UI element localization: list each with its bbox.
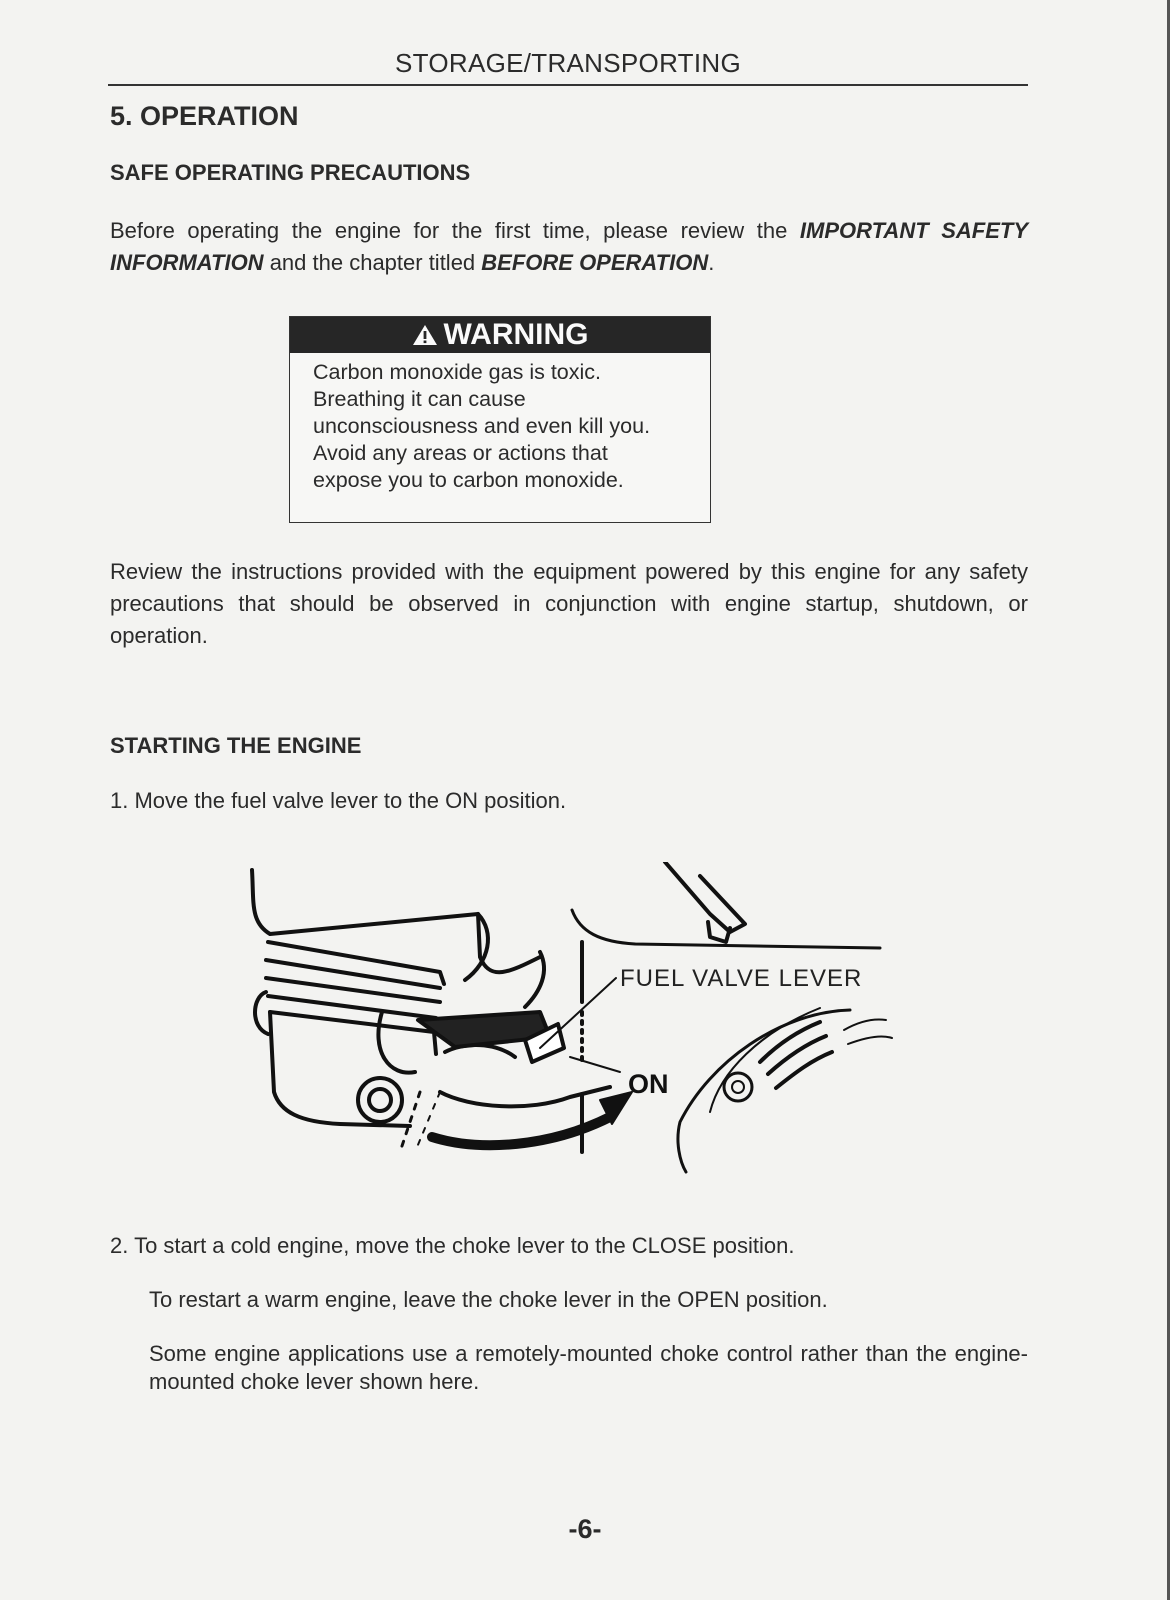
warning-line: expose you to carbon monoxide. — [313, 468, 624, 492]
warning-triangle-icon — [412, 324, 438, 346]
step-1: 1. Move the fuel valve lever to the ON position. — [110, 788, 567, 813]
warning-line: unconsciousness and even kill you. — [313, 414, 651, 438]
intro-bold-before-operation: BEFORE OPERATION — [481, 250, 709, 275]
page-header: STORAGE/TRANSPORTING — [395, 48, 741, 78]
precautions-intro — [110, 215, 1028, 279]
step-2-warm-note: To restart a warm engine, leave the choke lever in the OPEN position. — [149, 1287, 828, 1312]
header-rule — [108, 84, 1028, 86]
warning-box — [289, 316, 711, 523]
page-number: -6- — [568, 1514, 602, 1544]
intro-text-2: and the chapter titled — [263, 250, 482, 275]
warning-line: Avoid any areas or actions that — [313, 441, 608, 465]
starting-heading: STARTING THE ENGINE — [110, 733, 362, 758]
step-2: 2. To start a cold engine, move the choke lever to the CLOSE position. — [110, 1233, 795, 1258]
fuel-valve-illustration — [240, 862, 920, 1202]
on-position-label: ON — [628, 1069, 669, 1099]
warning-header — [290, 317, 710, 353]
intro-text-1: Before operating the engine for the first time, please review the — [110, 218, 800, 243]
warning-line: Breathing it can cause — [313, 387, 526, 411]
warning-body — [290, 353, 710, 494]
fuel-valve-lever-label: FUEL VALVE LEVER — [620, 965, 863, 992]
review-paragraph: Review the instructions provided with the equipment powered by this engine for any safety precautions that should be observed in conjunction with engine startup, shutdown, or operation. — [110, 559, 1028, 648]
warning-line: Carbon monoxide gas is toxic. — [313, 360, 602, 384]
section-title: 5. OPERATION — [110, 101, 299, 131]
intro-text-3: . — [708, 250, 715, 275]
warning-title: WARNING — [443, 318, 589, 351]
step-2-remote-note: Some engine applications use a remotely-mounted choke control rather than the engine-mounted choke lever shown here. — [149, 1341, 1028, 1394]
intro-bold-safety-info: IMPORTANT SAFETY INFORMATION — [110, 218, 1029, 275]
precautions-heading: SAFE OPERATING PRECAUTIONS — [110, 160, 471, 185]
